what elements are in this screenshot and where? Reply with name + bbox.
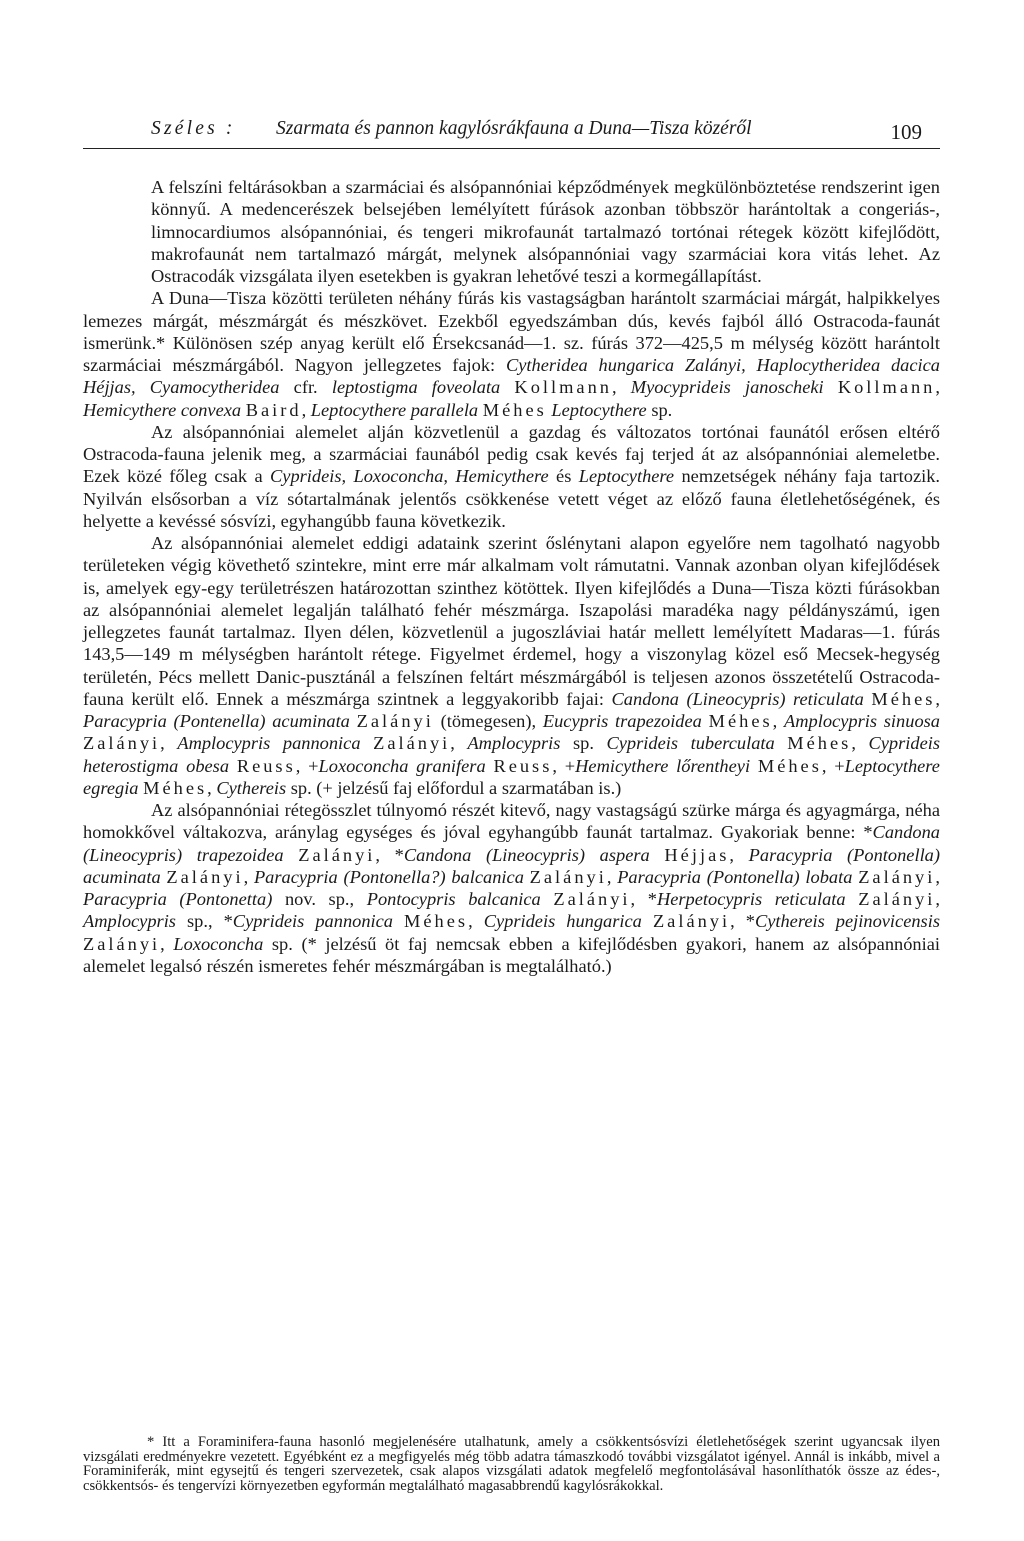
text-run: , + [552, 755, 576, 776]
taxon-name: Myocyprideis janoscheki [630, 377, 824, 398]
text-run [284, 845, 299, 865]
text-run: sp. (+ jelzésű faj előfordul a szarmatában is.) [286, 777, 622, 798]
text-run: , * [630, 889, 657, 909]
text-run: , [606, 866, 618, 887]
header-title: Szarmata és pannon kagylósrákfauna a Duna—Tisza közéről [276, 118, 752, 139]
taxon-name: Loxoconcha granifera [318, 755, 486, 776]
text-run [702, 711, 709, 731]
text-run [361, 733, 374, 753]
author-name: Méhes [708, 711, 773, 731]
author-name: Reuss [236, 755, 296, 776]
taxon-name: Leptocythere [551, 399, 647, 420]
text-run: nov. sp., [272, 889, 367, 909]
paragraph-5 [83, 799, 940, 977]
text-run: , [772, 711, 785, 731]
text-run: , [611, 377, 631, 398]
author-name: Zalányi [858, 866, 936, 887]
taxon-name: Amplocypris pannonica [177, 733, 361, 754]
author-name: Zalányi [553, 889, 631, 909]
text-run: , * [375, 844, 404, 865]
taxon-name: Paracypria (Pontonella) acuminata [83, 844, 941, 887]
author-name: Méhes [404, 911, 469, 932]
text-run [229, 756, 237, 776]
journal-page [83, 112, 941, 1494]
taxon-name: Cyprideis pannonica [232, 911, 393, 932]
author-name: Méhes [787, 733, 852, 754]
text-run: , [935, 889, 940, 909]
text-run: , [301, 399, 311, 420]
taxon-name: Cyprideis tuberculata [606, 733, 775, 754]
text-run: és [548, 466, 579, 487]
taxon-name: Leptocythere parallela [310, 399, 479, 420]
text-run: Az alsópannóniai alemelet eddigi adataink szerint őslénytani alapon egyelőre nem tagolható nagyobb területeken végig követhető szintekre, mint erre már alkalmam volt rámutatni. Vannak azonban olyan kifejlődések is, amelyek egy-egy területrészen határozottan szinthez kötöttek. Ilyen kifejlődés a Duna—Tisza közti fúrásokban az alsópannóniai alemelet legalján található fehér mészmárga. Iszapolási maradéka nagy példányszámú, igen jellegzetes faunát tartalmaz. Ilyen délen, közvetlenül a jugoszláviai határ mellett lemélyített Madaras—1. fúrás 143,5—149 m mélységben harántolt rétege. Figyelmet érdemel, hogy a viszonylag közel eső Mecsek-hegység területén, Pécs mellett Danic-pusztánál a felszínen feltárt mészmárgából is teljesen azonos összetételű Ostracoda-fauna került elő. Ennek a mészmárga szintnek a leggyakoribb fajai: [83, 533, 940, 709]
taxon-name: Herpetocypris reticulata [656, 889, 846, 909]
paragraph-1: A felszíni feltárásokban a szarmáciai és alsópannóniai képződmények megkülönböztetése rendszerint igen könnyű. A medencerészek belsejében lemélyített fúrások azonban többször harántoltak a congeriás-, limnocardiumos alsópannóniai, és tengeri mikrofaunát tartalmazó tortónai rétegek között kifejlődött, makrofaunát nem tartalmazó márgát, melynek alsópannóniai vagy szarmáciai kora vitás lehet. Az Ostracodák vizsgálata ilyen esetekben is gyakran lehetővé teszi a kormegállapítást. [151, 177, 940, 286]
author-name: Zalányi [373, 733, 451, 754]
taxon-name: Hemicythere lőrentheyi [575, 755, 751, 776]
taxon-name: Amplocypris [467, 733, 561, 754]
text-run [500, 377, 514, 397]
taxon-name: Eucypris trapezoidea [542, 711, 702, 731]
author-name: Zalányi [652, 911, 731, 932]
text-run: , [935, 866, 940, 887]
author-name: Zalányi [529, 866, 607, 887]
taxon-name: leptostigma foveolata [331, 377, 501, 398]
page-number: 109 [890, 120, 922, 144]
text-run: A Duna—Tisza közötti területen néhány fúrás kis vastagságban harántolt szarmáciai márgát, halpikkelyes lemezes márgát, mészmárgát és mészkövet. Ezekből egyedszámban dús, kevés fajból álló Ostracoda-faunát ismerünk.* Különösen szép anyag került elő Érsekcsanád—1. sz. fúrás 372—425,5 m mélység között harántolt szarmáciai mészmárgából. Nagyon jellegzetes fajok: [83, 288, 940, 375]
text-run: , [851, 733, 869, 754]
taxon-name: Cyprideis hungarica [483, 911, 642, 932]
text-run: sp. [560, 733, 607, 754]
text-run [541, 889, 554, 909]
text-run: sp., * [175, 911, 233, 932]
text-run: , [935, 688, 940, 709]
text-run [846, 889, 859, 909]
author-name: Zalányi [83, 933, 161, 954]
text-run [824, 377, 838, 397]
taxon-name: Candona (Lineocypris) aspera [403, 844, 650, 865]
text-run: , * [730, 911, 755, 932]
text-run [750, 756, 758, 776]
taxon-name: Paracypria (Pontonella) lobata [617, 866, 853, 887]
text-run: Az alsópannóniai alemelet alján közvetlenül a gazdag és változatos tortónai faunától erősen eltérő Ostracoda-fauna jelenik meg, a szarmáciai faunából pedig csak kevés faj terjed át az alsópannóniai alemeletbe. Ezek közé főleg csak a [83, 421, 940, 487]
author-name: Méhes [871, 688, 936, 709]
text-run: sp. [646, 399, 673, 420]
taxon-name: Amplocypris sinuosa [784, 711, 940, 731]
footnote [83, 1435, 940, 1493]
taxon-name: Hemicythere convexa [83, 399, 242, 420]
text-run: , [160, 933, 174, 954]
text-run: , [207, 777, 217, 798]
author-name: Méhes [482, 399, 547, 420]
taxon-name: Cythereis [216, 777, 287, 798]
text-run [350, 711, 357, 731]
taxon-name: Leptocythere egregia [83, 755, 940, 798]
taxon-name: Amplocypris [83, 911, 176, 932]
author-name: Méhes [143, 777, 208, 798]
text-run [642, 911, 653, 931]
taxon-name: Loxoconcha [173, 933, 264, 954]
author-name: Zalányi [298, 844, 376, 865]
taxon-name: Pontocypris balcanica [366, 889, 541, 909]
taxon-name: Cythereis pejinovicensis [754, 911, 940, 932]
taxon-name: Cyprideis heterostigma obesa [83, 733, 940, 776]
author-name: Zalányi [356, 711, 434, 731]
author-name: Zalányi [166, 866, 244, 887]
text-run: Az alsópannóniai rétegösszlet túlnyomó részét kitevő, nagy vastagságú szürke márga és agyagmárga, néha homokkővel váltakozva, aránylag egységes és jóval egyhangúbb faunát tartalmaz. Gyakoriak benne: * [83, 800, 940, 843]
paragraph-2 [83, 287, 940, 421]
text-run: , + [295, 755, 319, 776]
text-run: nemzetségek néhány faja tartozik. Nyilván elsősorban a víz sótartalmának jelentős csökkenése vetett véget az előző fauna életlehetőségének, és helyette a kevéssé sósvízi, egyhangúbb fauna következik. [83, 466, 941, 531]
author-name: Reuss [493, 755, 553, 776]
text-run: , [160, 733, 178, 754]
text-run: , [450, 733, 468, 754]
author-name: Héjjas [664, 844, 730, 865]
author-name: Zalányi [858, 889, 936, 909]
paragraph-3 [83, 421, 940, 532]
text-run: (tömegesen), [433, 711, 543, 731]
text-run [393, 911, 404, 931]
taxon-name: Leptocythere [578, 466, 675, 487]
text-run: sp. (* jelzésű öt faj nemcsak ebben a kifejlődésben gyakori, hanem az alsópannóniai alemelet legalsó részén ismeretes fehér mészmárgában is megtalálható.) [83, 933, 940, 976]
author-name: Méhes [757, 755, 822, 776]
taxon-name: Paracypria (Pontenella) acuminata [83, 711, 350, 731]
taxon-name: Candona (Lineocypris) reticulata [611, 688, 864, 709]
author-name: Zalányi [83, 733, 161, 754]
taxon-name: Cyprideis, Loxoconcha, Hemicythere [270, 466, 549, 487]
author-name: Baird [245, 399, 302, 420]
taxon-name: Paracypria (Pontonetta) [83, 889, 273, 909]
header-author: Széles : [151, 118, 236, 139]
text-run [650, 845, 665, 865]
body-text [83, 176, 940, 977]
running-header [83, 112, 940, 149]
taxon-name: Cytheridea hungarica Zalányi, Haplocytheridea dacica Héjjas, Cyamocytheridea [83, 355, 940, 398]
text-run: , [468, 911, 484, 932]
text-run: , [935, 377, 940, 398]
taxon-name: Candona (Lineocypris) trapezoidea [83, 822, 940, 865]
footnote-text: * Itt a Foraminifera-fauna hasonló megjelenésére utalhatunk, amely a csökkentsósvízi életlehetőségek szerint ugyancsak ilyen vizsgálati eredményekre vezetett. Egyébként ez a megfigyelés még több adatra támaszkodó további vizsgálatot igényel. Annál is inkább, mivel a Foraminiferák, mint egysejtű és tengeri szervezetek, csak alapos vizsgálati adatok megfelelő megfontolásával hasonlíthatók össze az édes-, csökkentsós- és tengervízi környezetben egyformán megtalálható magasabbrendű kagylósrákokkal. [83, 1434, 940, 1494]
text-run: , [729, 844, 749, 865]
author-name: Kollmann [514, 377, 612, 398]
text-run: , [243, 866, 254, 887]
text-run: , + [821, 755, 845, 776]
text-run: cfr. [279, 377, 332, 398]
taxon-name: Paracypria (Pontonella?) balcanica [253, 866, 524, 887]
paragraph-4 [83, 532, 940, 799]
author-name: Kollmann [837, 377, 936, 398]
text-run [775, 733, 788, 753]
